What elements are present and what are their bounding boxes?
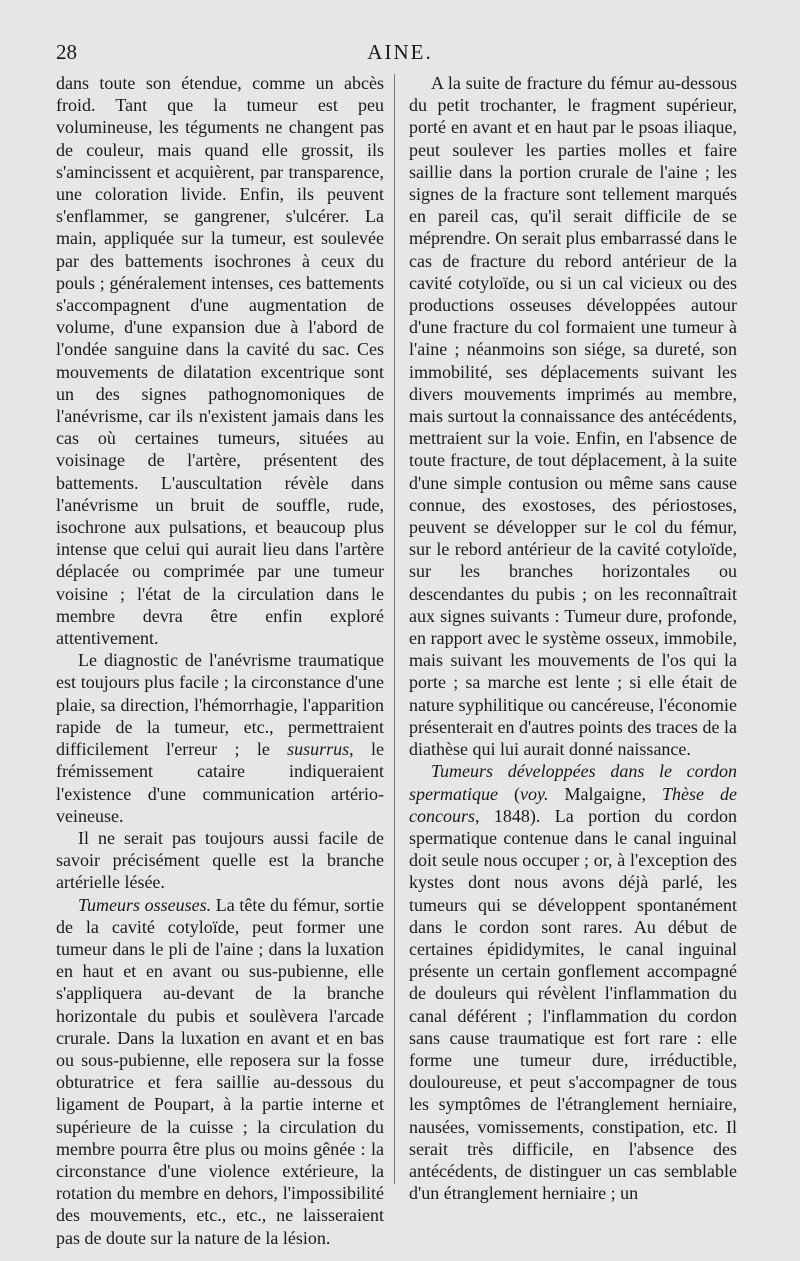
italic-term: Thèse de concours — [409, 783, 738, 826]
paragraph-aneurysm-signs: dans toute son étendue, comme un abcès froid. Tant que la tumeur est peu volumineuse, les téguments ne changent pas de couleur, mais quand elle grossit, ils s'amincissent et acquièrent, par transparence, une coloration livide. Enfin, ils peuvent s'enflammer, se gangrener, s'ulcérer. La main, appliquée sur la tumeur, est soulevée par des battements isochrones à ceux du pouls ; généralement intenses, ces battements s'accompagnent d'une augmentation de volume, d'une expansion due à l'abord de l'ondée sanguine dans la cavité du sac. Ces mouvements de dilatation excentrique sont un des signes pathognomoniques de l'anévrisme, car ils n'existent jamais dans les cas où certaines tumeurs, situées au voisinage de l'artère, présentent des battements. L'auscultation révèle dans l'anévrisme un bruit de souffle, rude, isochrone aux pulsations, et beaucoup plus intense que celui qui aurait lieu dans l'artère déplacée ou comprimée par une tumeur voisine ; l'état de la circulation dans le membre devra être enfin exploré attentivement. — [56, 73, 384, 649]
section-heading: Tumeurs osseuses. — [78, 894, 212, 915]
paragraph-arterial-branch: Il ne serait pas toujours aussi facile de savoir précisément quelle est la branche artérielle lésée. — [56, 827, 384, 893]
paragraph-femur-fracture: A la suite de fracture du fémur au-dessous du petit trochanter, le fragment supérieur, porté en avant et en haut par le psoas iliaque, peut soulever les parties molles et faire saillie dans la portion crurale de l'aine ; les signes de la fracture sont tellement marqués en pareil cas, qu'il serait difficile de se méprendre. On serait plus embarrassé dans le cas de fracture du rebord antérieur de la cavité cotyloïde, ou si un cal vicieux ou des productions osseuses développées autour d'une fracture du col formaient une tumeur à l'aine ; néanmoins son siége, sa dureté, son immobilité, ses déplacements suivant les divers mouvements imprimés au membre, mais surtout la connaissance des antécédents, mettraient sur la voie. Enfin, en l'absence de toute fracture, de tout déplacement, à la suite d'une simple contusion ou même sans cause connue, des exostoses, des périostoses, peuvent se développer sur le col du fémur, sur le rebord antérieur de la cavité cotyloïde, sur les branches horizontales ou descendantes du pubis ; on les reconnaîtrait aux signes suivants : Tumeur dure, profonde, en rapport avec le système osseux, immobile, mais suivant les mouvements de l'os qui la porte ; sa marche est lente ; si elle était de nature syphilitique ou cancéreuse, l'économie présenterait en d'autres points des traces de la diathèse qui lui aurait donné naissance. — [409, 73, 737, 760]
paragraph-text: Malgaigne, — [548, 783, 663, 804]
paragraph-text: , 1848). La portion du cordon spermatique contenue dans le canal inguinal doit seule nous occuper ; or, à l'exception des kystes dont nous avons déjà parlé, les tumeurs qui se développent spontanément dans le cordon sont rares. Au début de certaines épididymites, le canal inguinal présente un certain gonflement accompagné de douleurs qui révèlent l'inflammation du canal déférent ; l'inflammation du cordon sans cause traumatique est fort rare : elle forme une tumeur dure, irréductible, douloureuse, et peut s'accompagner de tous les symptômes de l'étranglement herniaire, nausées, vomissements, constipation, etc. Il serait très difficile, en l'absence des antécédents, de distinguer un cas semblable d'un étranglement herniaire ; un — [409, 805, 737, 1204]
paragraph-text: , le frémissement cataire indiqueraient l'existence d'une communication artério-veineuse. — [56, 739, 384, 826]
italic-term: voy. — [520, 783, 549, 804]
paragraph-text: ( — [498, 783, 521, 804]
page-number: 28 — [56, 40, 77, 64]
section-heading: Tumeurs développées dans le cordon spermatique — [409, 761, 737, 804]
column-divider — [394, 74, 395, 1184]
page-header — [56, 40, 744, 72]
italic-term: susurrus — [287, 739, 350, 760]
paragraph-traumatic-aneurysm — [56, 649, 384, 827]
paragraph-bone-tumors — [56, 894, 384, 1249]
paragraph-text: La tête du fémur, sortie de la cavité cotyloïde, peut former une tumeur dans le pli de l'aine ; dans la luxation en haut et en avant ou sus-pubienne, elle s'appliquera au-devant de la branche horizontale du pubis et soulèvera l'arcade crurale. Dans la luxation en avant et en bas ou sous-pubienne, elle reposera sur la fosse obturatrice et fera saillie au-dessous du ligament de Poupart, à la partie interne et supérieure de la cuisse ; la circulation du membre pourra être plus ou moins gênée : la circonstance d'une violence extérieure, la rotation du membre en dehors, l'impossibilité des mouvements, etc., etc., ne laisseraient pas de doute sur la nature de la lésion. — [56, 894, 385, 1248]
paragraph-spermatic-cord — [409, 760, 737, 1204]
paragraph-text: Le diagnostic de l'anévrisme traumatique est toujours plus facile ; la circonstance d'une plaie, sa direction, l'hémorrhagie, l'apparition rapide de la tumeur, etc., permettraient difficilement l'erreur ; le — [56, 650, 384, 760]
left-column — [56, 72, 384, 1249]
running-title: AINE. — [367, 40, 433, 64]
right-column — [409, 72, 737, 1204]
